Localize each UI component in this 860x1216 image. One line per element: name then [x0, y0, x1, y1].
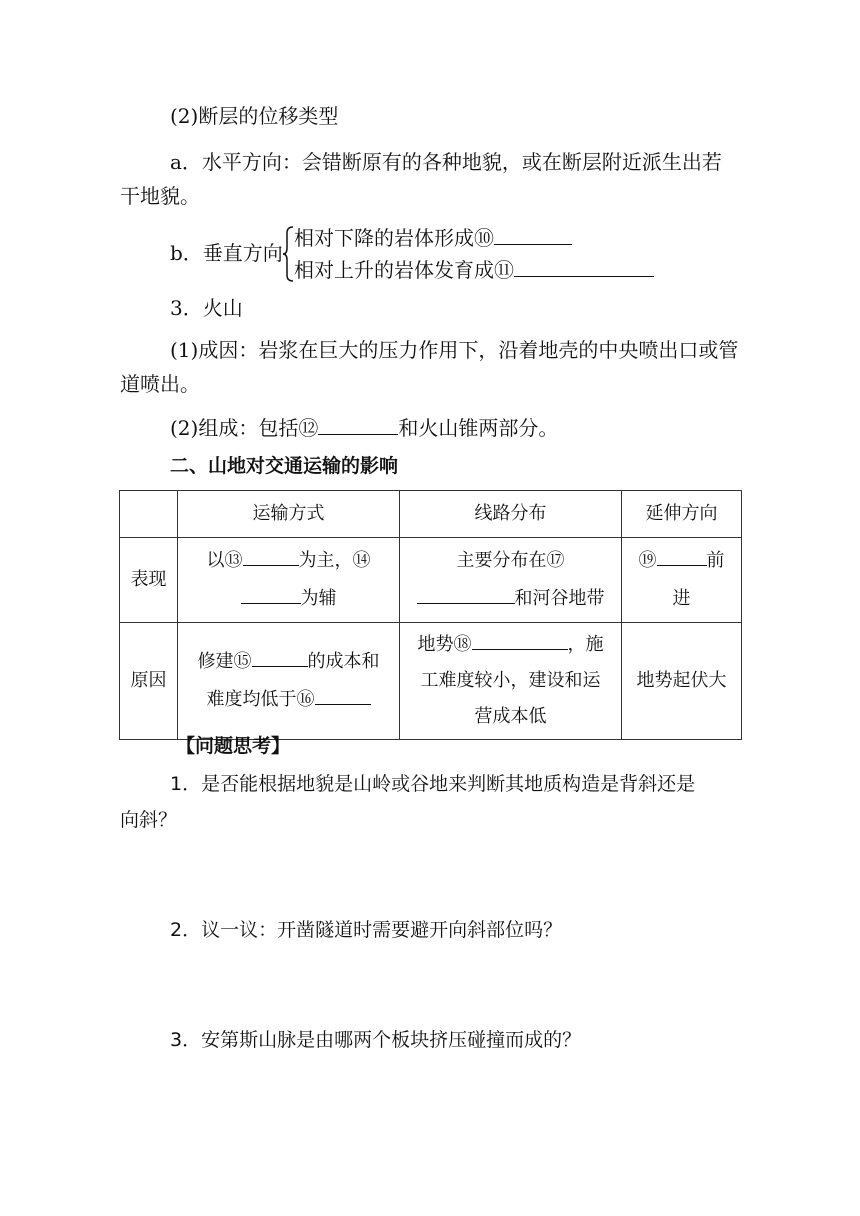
cell-text: 主要分布在⑰: [456, 550, 565, 571]
cell-text: ，施: [567, 634, 604, 655]
cell-text: 工难度较小，建设和运: [420, 670, 601, 691]
cell-text: 以⑬: [206, 550, 243, 571]
cell-text: 进: [672, 588, 691, 609]
cell-text: 营成本低: [474, 706, 547, 727]
cell-text: 为主，⑭: [298, 550, 371, 571]
horizontal-direction-line2: 干地貌。: [120, 184, 200, 208]
blank-17: [417, 583, 515, 604]
cell-text: 的成本和: [307, 651, 380, 672]
cell-text: 难度均低于⑯: [206, 689, 315, 710]
horizontal-direction-line1: a．水平方向：会错断原有的各种地貌，或在断层附近派生出若: [170, 150, 722, 174]
volcano-composition: [170, 414, 558, 440]
vertical-down-row: [294, 224, 572, 250]
cell-text: 地势⑱: [417, 634, 472, 655]
blank-18: [472, 629, 568, 650]
section2-heading: 二、山地对交通运输的影响: [170, 455, 399, 477]
cell-performance-direction: [622, 538, 742, 623]
table-header-route: 线路分布: [400, 491, 622, 538]
table-header-mode: 运输方式: [178, 491, 400, 538]
fault-displacement-heading: (2)断层的位移类型: [170, 104, 339, 128]
cell-text: 为辅: [300, 588, 337, 609]
volcano-cause-line2: 道喷出。: [120, 372, 200, 396]
blank-10: [494, 224, 572, 245]
table-row: [120, 623, 742, 740]
vertical-up-row: [294, 256, 654, 282]
vertical-direction-label: b．垂直方向: [170, 241, 283, 265]
blank-12: [318, 414, 398, 435]
cell-reason-route: [400, 623, 622, 740]
volcano-composition-prefix: (2)组成：包括⑫: [170, 416, 319, 440]
table-header-corner: [120, 491, 178, 538]
blank-11: [514, 256, 654, 277]
row-label-reason: 原因: [120, 623, 178, 740]
cell-text: 修建⑮: [197, 651, 252, 672]
volcano-cause-line1: (1)成因：岩浆在巨大的压力作用下，沿着地壳的中央喷出口或管: [170, 338, 739, 362]
left-brace-icon: [282, 226, 294, 282]
cell-performance-mode: [178, 538, 400, 623]
question-3: 3．安第斯山脉是由哪两个板块挤压碰撞而成的？: [170, 1029, 582, 1051]
questions-heading: 【问题思考】: [176, 735, 291, 757]
question-1-line2: 向斜？: [120, 809, 178, 831]
blank-14: [241, 583, 301, 604]
table-header-direction: 延伸方向: [622, 491, 742, 538]
table-row: [120, 538, 742, 623]
blank-19: [657, 545, 707, 566]
cell-reason-mode: [178, 623, 400, 740]
blank-16: [315, 684, 371, 705]
table-header-row: [120, 491, 742, 538]
volcano-composition-suffix: 和火山锥两部分。: [398, 416, 559, 440]
cell-reason-direction: 地势起伏大: [622, 623, 742, 740]
blank-15: [252, 646, 308, 667]
cell-text: 和河谷地带: [514, 588, 605, 609]
question-2: 2．议一议：开凿隧道时需要避开向斜部位吗？: [170, 919, 563, 941]
question-1-line1: 1．是否能根据地貌是山岭或谷地来判断其地质构造是背斜还是: [170, 773, 696, 795]
volcano-heading: 3．火山: [170, 296, 243, 320]
blank-13: [243, 545, 299, 566]
vertical-down-text: 相对下降的岩体形成⑩: [294, 226, 494, 250]
cell-text: ⑲: [638, 550, 657, 571]
cell-performance-route: [400, 538, 622, 623]
vertical-direction-block: [170, 224, 690, 284]
cell-text: 前: [706, 550, 725, 571]
vertical-up-text: 相对上升的岩体发育成⑪: [294, 258, 514, 282]
row-label-performance: 表现: [120, 538, 178, 623]
transport-table: [119, 490, 742, 740]
